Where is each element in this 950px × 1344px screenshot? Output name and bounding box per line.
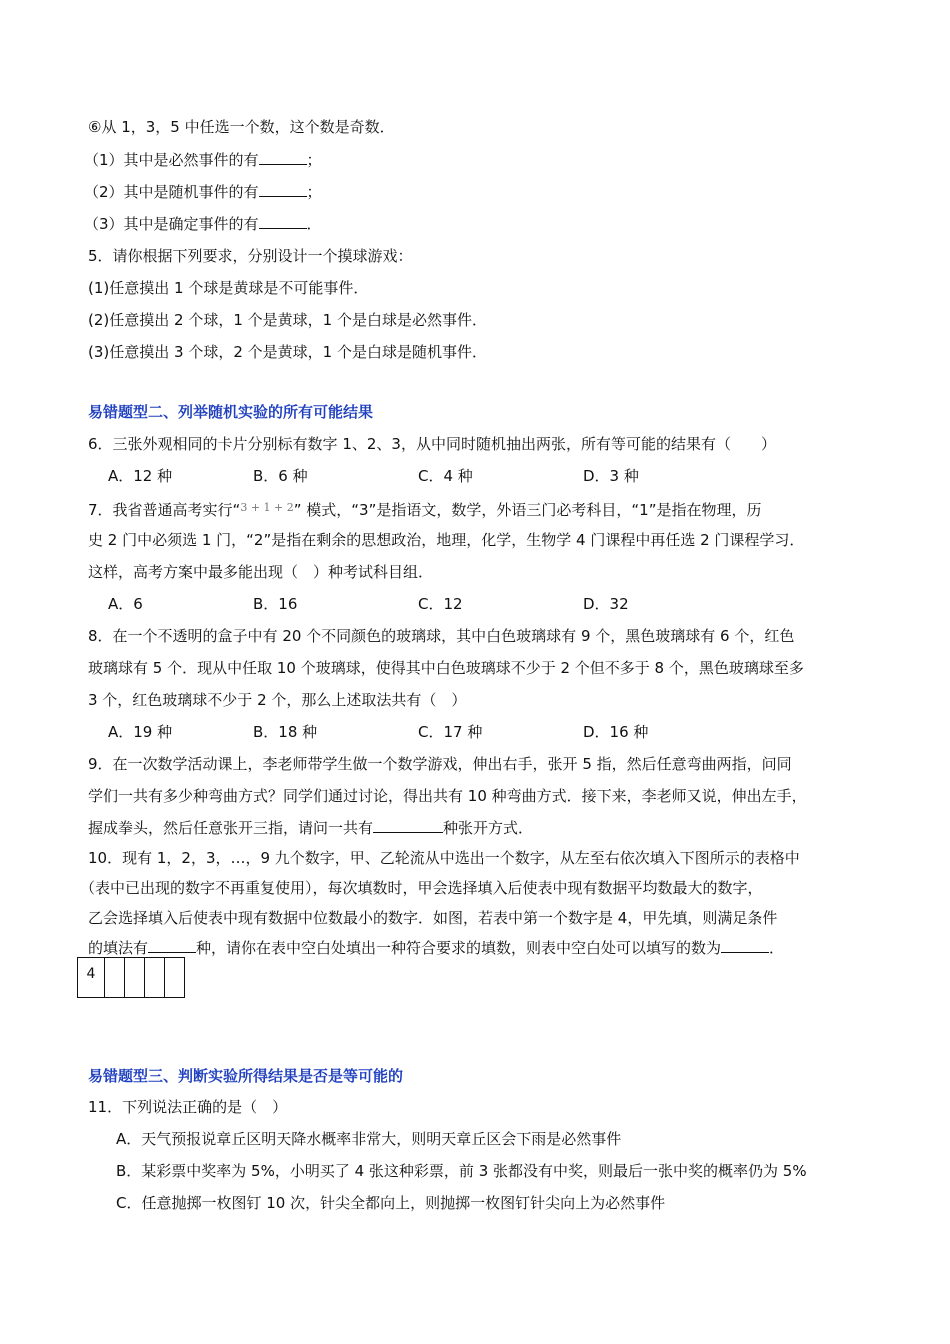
- q7-option-b: B．16: [253, 595, 298, 613]
- q6-option-c: C．4 种: [418, 467, 473, 485]
- q7-formula: 3 + 1 + 2: [240, 501, 294, 514]
- q7-line1-start: 7．我省普通高考实行“: [88, 501, 241, 519]
- table-cell: [165, 958, 185, 998]
- q7-line-3: 这样，高考方案中最多能出现（ ）种考试科目组．: [88, 563, 434, 581]
- q9-line-2: 学们一共有多少种弯曲方式？同学们通过讨论，得出共有 10 种弯曲方式．接下来，李老师又说，伸出左手，: [88, 787, 807, 805]
- q4-sub2-text: （2）其中是随机事件的有: [84, 183, 259, 201]
- q5-part-1: (1)任意摸出 1 个球是黄球是不可能事件．: [88, 279, 369, 297]
- q11-option-a: A．天气预报说章丘区明天降水概率非常大，则明天章丘区会下雨是必然事件: [116, 1130, 622, 1148]
- q11-stem: 11．下列说法正确的是（ ）: [88, 1098, 288, 1116]
- answer-blank: [259, 182, 307, 197]
- q7-option-a: A．6: [108, 595, 143, 613]
- q10-line-2: （表中已出现的数字不再重复使用），每次填数时，甲会选择填入后使表中现有数据平均数最大的数字，: [80, 879, 763, 897]
- q7-option-c: C．12: [418, 595, 463, 613]
- q8-option-a: A．19 种: [108, 723, 173, 741]
- q4-sub1-text: （1）其中是必然事件的有: [84, 151, 259, 169]
- answer-blank: [259, 214, 307, 229]
- q6-stem: 6．三张外观相同的卡片分别标有数字 1、2、3，从中同时随机抽出两张，所有等可能的结果有（ ）: [88, 435, 776, 453]
- answer-blank: [721, 938, 769, 953]
- section-3-heading: 易错题型三、判断实验所得结果是否是等可能的: [88, 1067, 404, 1085]
- q10-line-3: 乙会选择填入后使表中现有数据中位数最小的数字．如图，若表中第一个数字是 4，甲先填，则满足条件: [88, 909, 778, 927]
- q4-sub3-text: （3）其中是确定事件的有: [84, 215, 259, 233]
- table-cell: 4: [78, 958, 105, 998]
- q9-line3-end: 种张开方式．: [443, 819, 534, 837]
- table-cell: [145, 958, 165, 998]
- q10-number-table: [77, 957, 185, 998]
- q11-option-b: B．某彩票中奖率为 5%，小明买了 4 张这种彩票，前 3 张都没有中奖，则最后一张中奖的概率仍为 5%: [116, 1162, 807, 1180]
- q11-option-c: C．任意抛掷一枚图钉 10 次，针尖全都向上，则抛掷一枚图钉针尖向上为必然事件: [116, 1194, 666, 1212]
- q4-sub1-end: ；: [306, 151, 322, 169]
- q4-subquestion-2: [84, 182, 322, 202]
- q4-item-6: ⑥从 1，3，5 中任选一个数，这个数是奇数．: [88, 118, 395, 136]
- q6-option-b: B．6 种: [253, 467, 308, 485]
- q5-part-2: (2)任意摸出 2 个球，1 个是黄球，1 个是白球是必然事件．: [88, 311, 487, 329]
- q5-part-3: (3)任意摸出 3 个球，2 个是黄球，1 个是白球是随机事件．: [88, 343, 487, 361]
- q5-stem: 5．请你根据下列要求，分别设计一个摸球游戏：: [88, 247, 413, 265]
- table-cell: [125, 958, 145, 998]
- section-2-heading: 易错题型二、列举随机实验的所有可能结果: [88, 403, 374, 421]
- answer-blank: [259, 150, 307, 165]
- q8-line-3: 3 个，红色玻璃球不少于 2 个，那么上述取法共有（ ）: [88, 691, 467, 709]
- q9-line3-start: 握成拳头，然后任意张开三指，请问一共有: [88, 819, 374, 837]
- q8-option-d: D．16 种: [583, 723, 649, 741]
- q6-option-a: A．12 种: [108, 467, 173, 485]
- q4-sub3-end: ．: [306, 215, 322, 233]
- q4-subquestion-3: [84, 214, 322, 234]
- q10-line4-start: 的填法有: [88, 939, 149, 957]
- q8-line-2: 玻璃球有 5 个．现从中任取 10 个玻璃球，使得其中白色玻璃球不少于 2 个但不多于 8 个，黑色玻璃球至多: [88, 659, 804, 677]
- q7-line-2: 史 2 门中必须选 1 门，“2”是指在剩余的思想政治，地理，化学，生物学 4 门课程中再任选 2 门课程学习．: [88, 531, 805, 549]
- q8-line-1: 8．在一个不透明的盒子中有 20 个不同颜色的玻璃球，其中白色玻璃球有 9 个，黑色玻璃球有 6 个，红色: [88, 627, 795, 645]
- q10-line4-middle: 种，请你在表中空白处填出一种符合要求的填数，则表中空白处可以填写的数为: [196, 939, 722, 957]
- q8-option-c: C．17 种: [418, 723, 483, 741]
- q4-subquestion-1: [84, 150, 322, 170]
- table-cell: [105, 958, 125, 998]
- q10-line-4: [88, 938, 784, 958]
- q9-line-3: [88, 818, 533, 838]
- answer-blank: [373, 818, 443, 833]
- q6-option-d: D．3 种: [583, 467, 639, 485]
- q7-option-d: D．32: [583, 595, 629, 613]
- q8-option-b: B．18 种: [253, 723, 318, 741]
- q10-line4-end: ．: [769, 939, 785, 957]
- answer-blank: [148, 938, 196, 953]
- q7-line1-end: ” 模式，“3”是指语文，数学，外语三门必考科目，“1”是指在物理，历: [293, 501, 762, 519]
- q7-line-1: [88, 498, 761, 520]
- q4-sub2-end: ；: [306, 183, 322, 201]
- q10-line-1: 10．现有 1，2，3，…，9 九个数字，甲、乙轮流从中选出一个数字，从左至右依次填入下图所示的表格中: [88, 849, 800, 867]
- q9-line-1: 9．在一次数学活动课上，李老师带学生做一个数学游戏，伸出右手，张开 5 指，然后任意弯曲两指，问同: [88, 755, 792, 773]
